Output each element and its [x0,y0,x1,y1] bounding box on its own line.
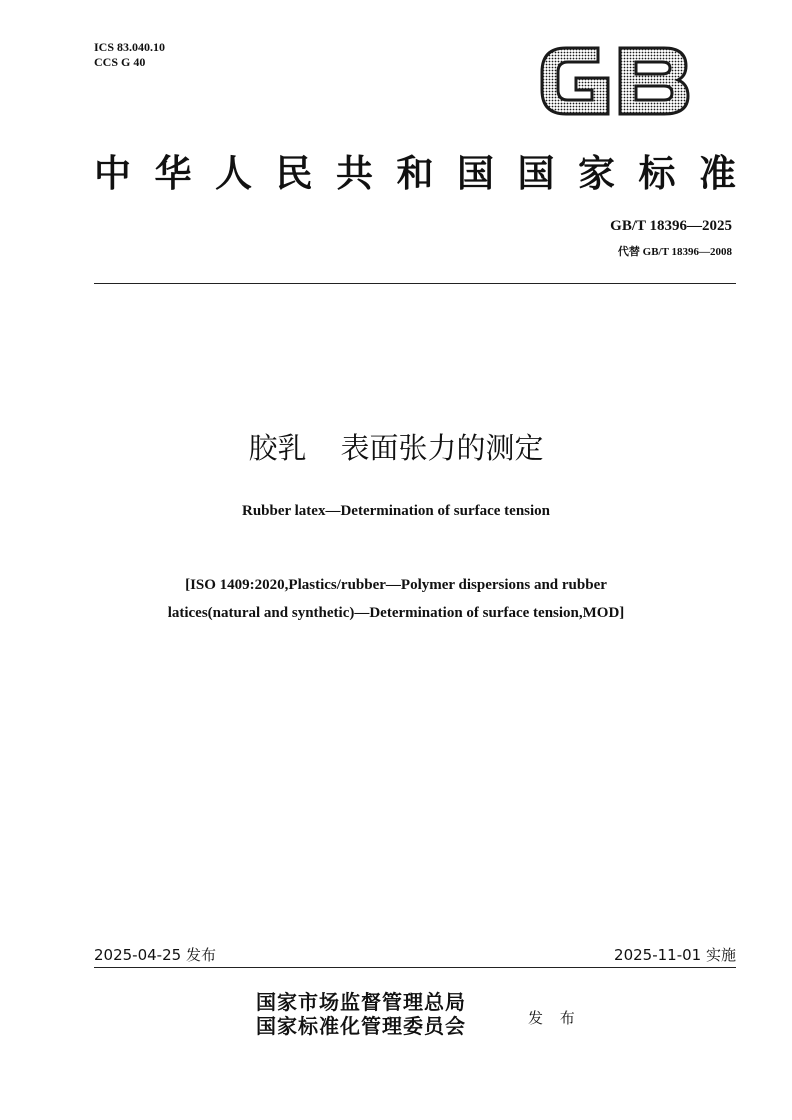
footer-divider [94,967,736,968]
header-divider [94,283,736,284]
gb-logo-icon [536,42,694,120]
title-chinese [0,428,792,468]
title-english: Rubber latex—Determination of surface tension [241,503,551,519]
title-chinese-part1: 胶乳 [248,431,307,465]
issue-label: 发 布 [528,1009,581,1027]
publish-date: 2025-04-25 发布 [94,946,216,964]
ccs-code: CCS G 40 [94,55,146,69]
iso-reference [96,571,696,627]
effective-date: 2025-11-01 实施 [614,946,736,964]
title-chinese-part2: 表面张力的测定 [340,431,544,465]
replaces-standard: 代替 GB/T 18396—2008 [617,246,732,258]
issuer-samr: 国家市场监督管理总局 [256,990,466,1014]
national-standard-banner: 中华人民共和国国家标准 [94,151,736,195]
issuer-sac: 国家标准化管理委员会 [256,1014,466,1038]
iso-reference-line2: latices(natural and synthetic)—Determination of surface tension,MOD] [167,605,625,621]
standard-number: GB/T 18396—2025 [610,218,732,234]
classification-codes [94,40,165,70]
ics-code: ICS 83.040.10 [94,40,166,54]
iso-reference-line1: [ISO 1409:2020,Plastics/rubber—Polymer dispersions and rubber [185,577,607,593]
issuing-authorities [256,990,466,1038]
